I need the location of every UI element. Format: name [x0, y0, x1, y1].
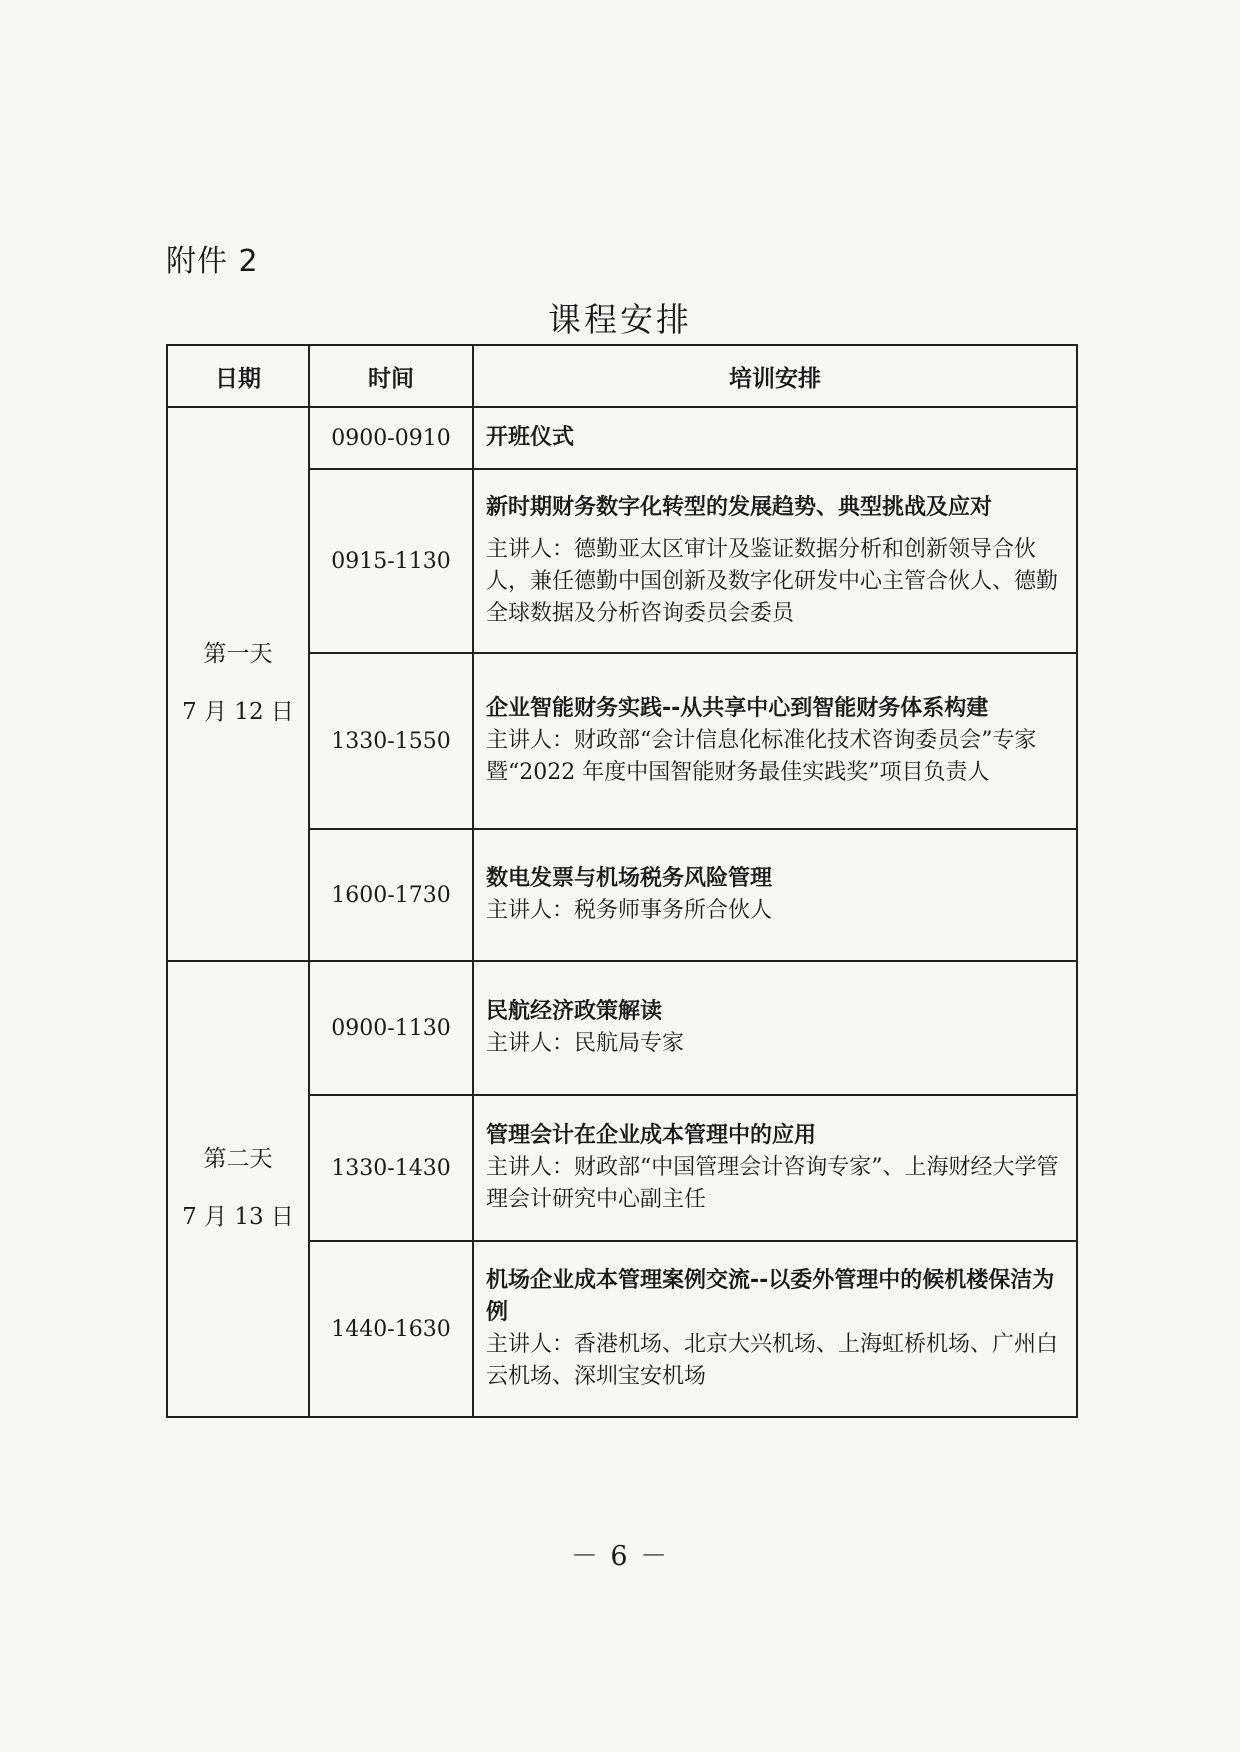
- session-content: [473, 469, 1077, 653]
- session-content: [473, 1095, 1077, 1241]
- day-2-label: 第二天: [203, 1146, 273, 1173]
- document-title: 课程安排: [548, 300, 692, 339]
- session-title: 数电发票与机场税务风险管理: [486, 866, 773, 891]
- session-title: 机场企业成本管理案例交流--以委外管理中的候机楼保洁为例: [486, 1268, 1055, 1325]
- session-title: 企业智能财务实践--从共享中心到智能财务体系构建: [486, 696, 989, 721]
- day-1-date-cell: [167, 407, 309, 961]
- session-content: [473, 407, 1077, 469]
- session-speaker: 主讲人：民航局专家: [486, 1031, 685, 1056]
- session-speaker: 主讲人：德勤亚太区审计及鉴证数据分析和创新领导合伙人，兼任德勤中国创新及数字化研发中心主管合伙人、德勤全球数据及分析咨询委员会委员: [486, 537, 1059, 626]
- session-content: [473, 653, 1077, 829]
- session-content: [473, 961, 1077, 1095]
- session-speaker: 主讲人：财政部“会计信息化标准化技术咨询委员会”专家暨“2022 年度中国智能财务最佳实践奖”项目负责人: [486, 728, 1037, 785]
- day-1-label: 第一天: [203, 641, 273, 668]
- session-speaker: 主讲人：财政部“中国管理会计咨询专家”、上海财经大学管理会计研究中心副主任: [486, 1155, 1059, 1212]
- table-row: [167, 407, 1077, 469]
- attachment-label: 附件 2: [166, 244, 259, 279]
- day-2-date-cell: [167, 961, 309, 1417]
- session-time: 0915-1130: [309, 469, 473, 653]
- session-title: 开班仪式: [486, 425, 575, 450]
- table-row: [167, 961, 1077, 1095]
- session-time: 0900-0910: [309, 407, 473, 469]
- session-time: 1330-1430: [309, 1095, 473, 1241]
- day-2-date: 7 月 13 日: [182, 1204, 294, 1230]
- session-title: 管理会计在企业成本管理中的应用: [486, 1123, 817, 1148]
- schedule-table: [166, 344, 1078, 1418]
- header-time: 时间: [309, 345, 473, 407]
- session-time: 1440-1630: [309, 1241, 473, 1417]
- session-title: 新时期财务数字化转型的发展趋势、典型挑战及应对: [486, 495, 993, 520]
- session-content: [473, 829, 1077, 961]
- session-title: 民航经济政策解读: [486, 999, 663, 1024]
- session-speaker: 主讲人：税务师事务所合伙人: [486, 898, 773, 923]
- session-time: 1600-1730: [309, 829, 473, 961]
- session-content: [473, 1241, 1077, 1417]
- session-time: 0900-1130: [309, 961, 473, 1095]
- session-time: 1330-1550: [309, 653, 473, 829]
- day-1-date: 7 月 12 日: [182, 699, 294, 725]
- session-speaker: 主讲人：香港机场、北京大兴机场、上海虹桥机场、广州白云机场、深圳宝安机场: [486, 1332, 1059, 1389]
- header-date: 日期: [167, 345, 309, 407]
- header-schedule: 培训安排: [473, 345, 1077, 407]
- table-header-row: [167, 345, 1077, 407]
- page-number: － 6 －: [570, 1541, 670, 1572]
